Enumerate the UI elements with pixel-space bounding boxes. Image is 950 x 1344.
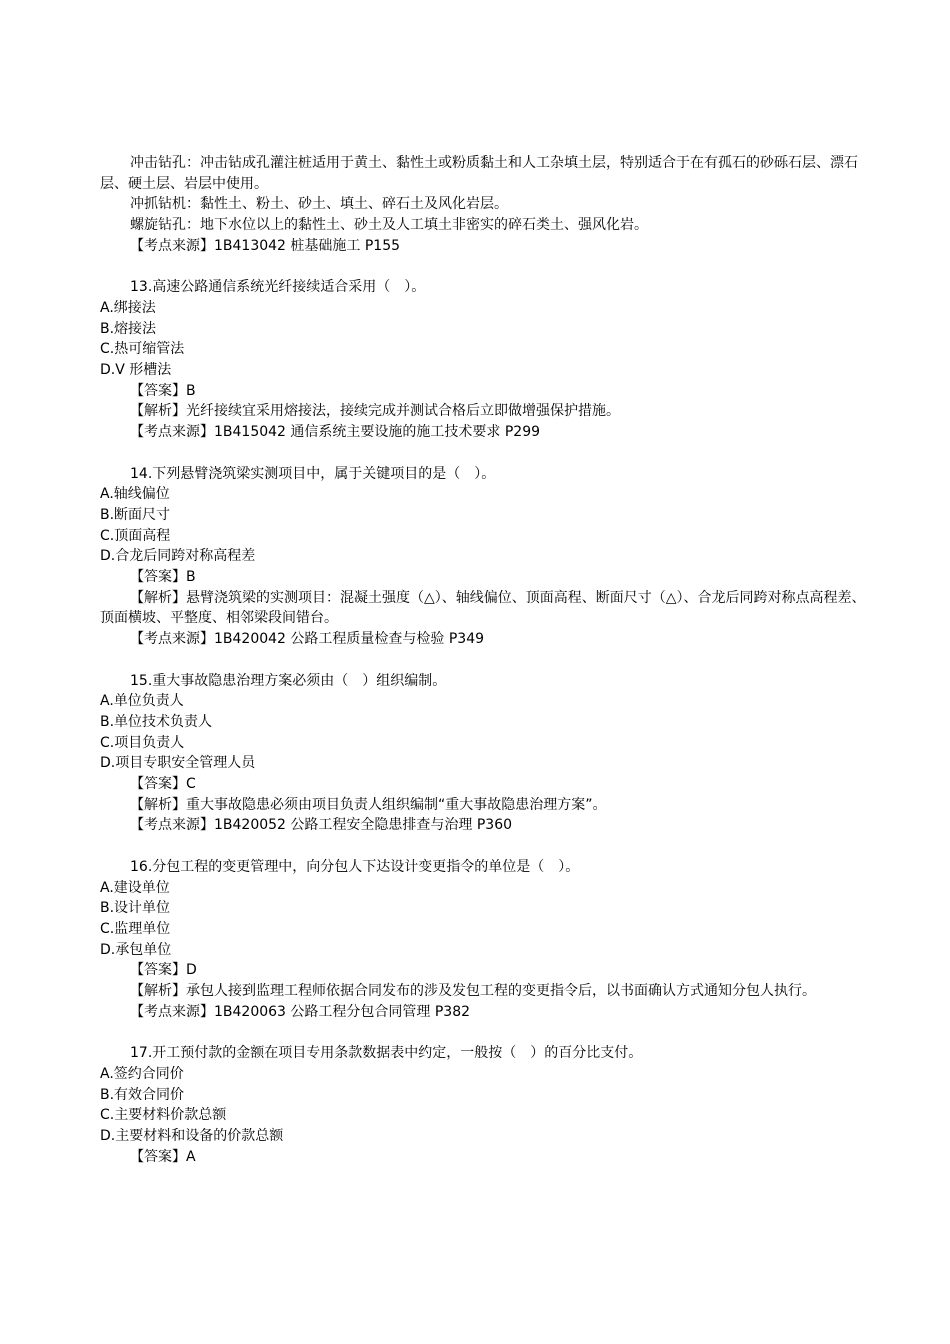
question-stem: 16.分包工程的变更管理中，向分包人下达设计变更指令的单位是（ ）。 bbox=[130, 858, 580, 875]
option-b: B.断面尺寸 bbox=[100, 506, 171, 523]
question-stem: 14.下列悬臂浇筑梁实测项目中，属于关键项目的是（ ）。 bbox=[130, 465, 496, 482]
option-b: B.有效合同价 bbox=[100, 1086, 185, 1103]
intro-source: 【考点来源】1B413042 桩基础施工 P155 bbox=[130, 237, 401, 254]
analysis: 【解析】承包人接到监理工程师依据合同发布的涉及发包工程的变更指令后，以书面确认方式通知分包人执行。 bbox=[130, 983, 816, 1000]
option-b: B.设计单位 bbox=[100, 900, 171, 917]
option-c: C.热可缩管法 bbox=[100, 341, 185, 358]
answer: 【答案】D bbox=[130, 962, 197, 979]
option-c: C.监理单位 bbox=[100, 920, 171, 937]
spacer bbox=[100, 650, 870, 671]
option-d: D.V 形槽法 bbox=[100, 362, 172, 379]
option-a: A.绑接法 bbox=[100, 299, 156, 316]
spacer bbox=[100, 257, 870, 278]
option-a: A.单位负责人 bbox=[100, 693, 184, 710]
source: 【考点来源】1B420063 公路工程分包合同管理 P382 bbox=[130, 1003, 471, 1020]
analysis: 【解析】重大事故隐患必须由项目负责人组织编制“重大事故隐患治理方案”。 bbox=[130, 796, 607, 813]
question-stem: 13.高速公路通信系统光纤接续适合采用（ ）。 bbox=[130, 279, 426, 296]
source: 【考点来源】1B420052 公路工程安全隐患排查与治理 P360 bbox=[130, 817, 513, 834]
source: 【考点来源】1B420042 公路工程质量检查与检验 P349 bbox=[130, 631, 485, 648]
question-14 bbox=[100, 464, 870, 650]
spacer bbox=[100, 836, 870, 857]
option-a: A.签约合同价 bbox=[100, 1065, 184, 1082]
answer: 【答案】B bbox=[130, 382, 196, 399]
option-c: C.项目负责人 bbox=[100, 734, 185, 751]
option-a: A.轴线偏位 bbox=[100, 486, 170, 503]
answer: 【答案】B bbox=[130, 569, 196, 586]
option-c: C.顶面高程 bbox=[100, 527, 171, 544]
document-body bbox=[100, 153, 870, 1167]
intro-paragraph-impact-drilling: 冲击钻孔：冲击钻成孔灌注桩适用于黄土、黏性土或粉质黏土和人工杂填土层，特别适合于在有孤石的砂砾石层、漂石层、硬土层、岩层中使用。 bbox=[100, 155, 858, 192]
question-15 bbox=[100, 671, 870, 837]
spacer bbox=[100, 1022, 870, 1043]
analysis: 【解析】光纤接续宜采用熔接法，接续完成并测试合格后立即做增强保护措施。 bbox=[130, 403, 620, 420]
option-d: D.承包单位 bbox=[100, 941, 172, 958]
option-d: D.主要材料和设备的价款总额 bbox=[100, 1127, 284, 1144]
analysis: 【解析】悬臂浇筑梁的实测项目：混凝土强度（△）、轴线偏位、顶面高程、断面尺寸（△）、合龙后同跨对称点高程差、顶面横坡、平整度、相邻梁段间错台。 bbox=[100, 589, 866, 627]
source: 【考点来源】1B415042 通信系统主要设施的施工技术要求 P299 bbox=[130, 424, 541, 441]
question-stem: 15.重大事故隐患治理方案必须由（ ）组织编制。 bbox=[130, 672, 447, 689]
option-c: C.主要材料价款总额 bbox=[100, 1107, 227, 1124]
option-b: B.单位技术负责人 bbox=[100, 713, 213, 730]
spacer bbox=[100, 443, 870, 464]
question-13 bbox=[100, 277, 870, 443]
answer: 【答案】A bbox=[130, 1148, 196, 1165]
intro-paragraph-grab-drill: 冲抓钻机：黏性土、粉土、砂土、填土、碎石土及风化岩层。 bbox=[130, 196, 508, 213]
answer: 【答案】C bbox=[130, 776, 196, 793]
question-16 bbox=[100, 857, 870, 1023]
option-d: D.项目专职安全管理人员 bbox=[100, 755, 256, 772]
question-17 bbox=[100, 1043, 870, 1167]
option-d: D.合龙后同跨对称高程差 bbox=[100, 548, 256, 565]
intro-paragraph-spiral-drilling: 螺旋钻孔：地下水位以上的黏性土、砂土及人工填土非密实的碎石类土、强风化岩。 bbox=[130, 217, 648, 234]
question-stem: 17.开工预付款的金额在项目专用条款数据表中约定，一般按（ ）的百分比支付。 bbox=[130, 1045, 643, 1062]
option-a: A.建设单位 bbox=[100, 879, 170, 896]
option-b: B.熔接法 bbox=[100, 320, 157, 337]
